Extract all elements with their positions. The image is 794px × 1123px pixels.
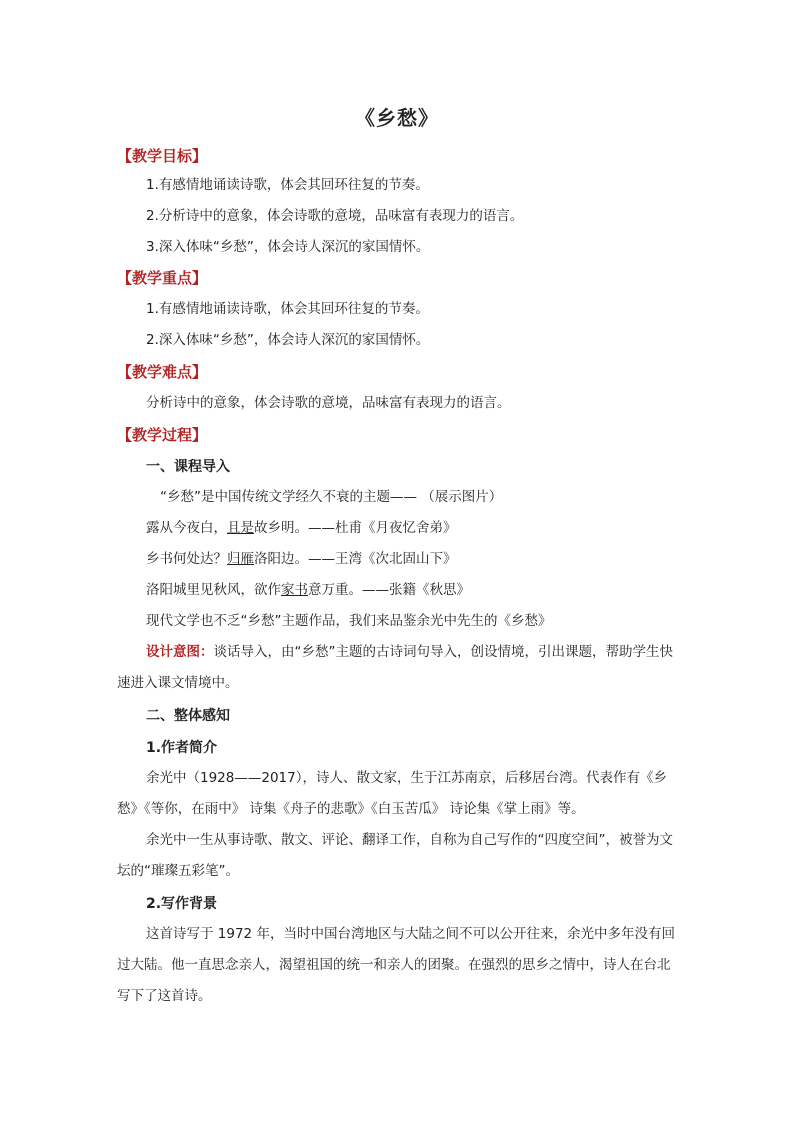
goal-item-1: 1.有感情地诵读诗歌，体会其回环往复的节奏。 (146, 177, 429, 193)
poem-line-1 (146, 518, 457, 538)
poem-2-underlined: 归雁 (227, 551, 254, 567)
heading-difficulty: 【教学难点】 (117, 363, 208, 381)
intro-lead: “乡愁”是中国传统文学经久不衰的主题—— （展示图片） (160, 489, 503, 505)
author-paragraph-2: 余光中一生从事诗歌、散文、评论、翻译工作，自称为自己写作的“四度空间”，被誉为文坛的“璀璨五彩笔”。 (117, 832, 673, 879)
heading-focus: 【教学重点】 (117, 269, 208, 287)
subheading-author: 1.作者简介 (146, 740, 218, 756)
heading-process: 【教学过程】 (117, 426, 208, 444)
heading-goals: 【教学目标】 (117, 147, 208, 165)
design-intent-label: 设计意图： (146, 644, 214, 660)
subheading-overview: 二、整体感知 (146, 708, 230, 724)
poem-1-part-c: 故乡明。——杜甫《月夜忆舍弟》 (254, 520, 457, 536)
poem-3-part-c: 意万重。——张籍《秋思》 (308, 582, 470, 598)
poem-3-part-a: 洛阳城里见秋风，欲作 (146, 582, 281, 598)
goal-item-2: 2.分析诗中的意象，体会诗歌的意境，品味富有表现力的语言。 (146, 208, 524, 224)
focus-item-1: 1.有感情地诵读诗歌，体会其回环往复的节奏。 (146, 301, 429, 317)
goal-item-3: 3.深入体味“乡愁”，体会诗人深沉的家国情怀。 (146, 239, 430, 255)
poem-2-part-c: 洛阳边。——王湾《次北固山下》 (254, 551, 457, 567)
document-title: 《乡愁》 (355, 106, 439, 130)
poem-2-part-a: 乡书何处达？ (146, 551, 227, 567)
subheading-background: 2.写作背景 (146, 896, 218, 912)
modern-intro: 现代文学也不乏“乡愁”主题作品，我们来品鉴余光中先生的《乡愁》 (146, 613, 552, 629)
poem-line-2 (146, 549, 457, 569)
design-intent (117, 637, 675, 699)
poem-1-part-a: 露从今夜白， (146, 520, 227, 536)
difficulty-item-1: 分析诗中的意象，体会诗歌的意境，品味富有表现力的语言。 (146, 395, 511, 411)
focus-item-2: 2.深入体味“乡愁”，体会诗人深沉的家国情怀。 (146, 332, 430, 348)
poem-line-3 (146, 580, 470, 600)
poem-3-underlined: 家书 (281, 582, 308, 598)
author-paragraph-1: 余光中（1928——2017），诗人、散文家，生于江苏南京，后移居台湾。代表作有《乡愁》《等你，在雨中》 诗集《舟子的悲歌》《白玉苦瓜》 诗论集《掌上雨》等。 (117, 770, 667, 817)
design-intent-text: 谈话导入，由“乡愁”主题的古诗词句导入，创设情境，引出课题，帮助学生快速进入课文情境中。 (117, 644, 673, 691)
poem-1-underlined: 且是 (227, 520, 254, 536)
subheading-intro: 一、课程导入 (146, 459, 230, 475)
background-paragraph: 这首诗写于 1972 年，当时中国台湾地区与大陆之间不可以公开往来，余光中多年没有回过大陆。他一直思念亲人，渴望祖国的统一和亲人的团聚。在强烈的思乡之情中，诗人在台北写下了这首诗。 (117, 926, 675, 1004)
